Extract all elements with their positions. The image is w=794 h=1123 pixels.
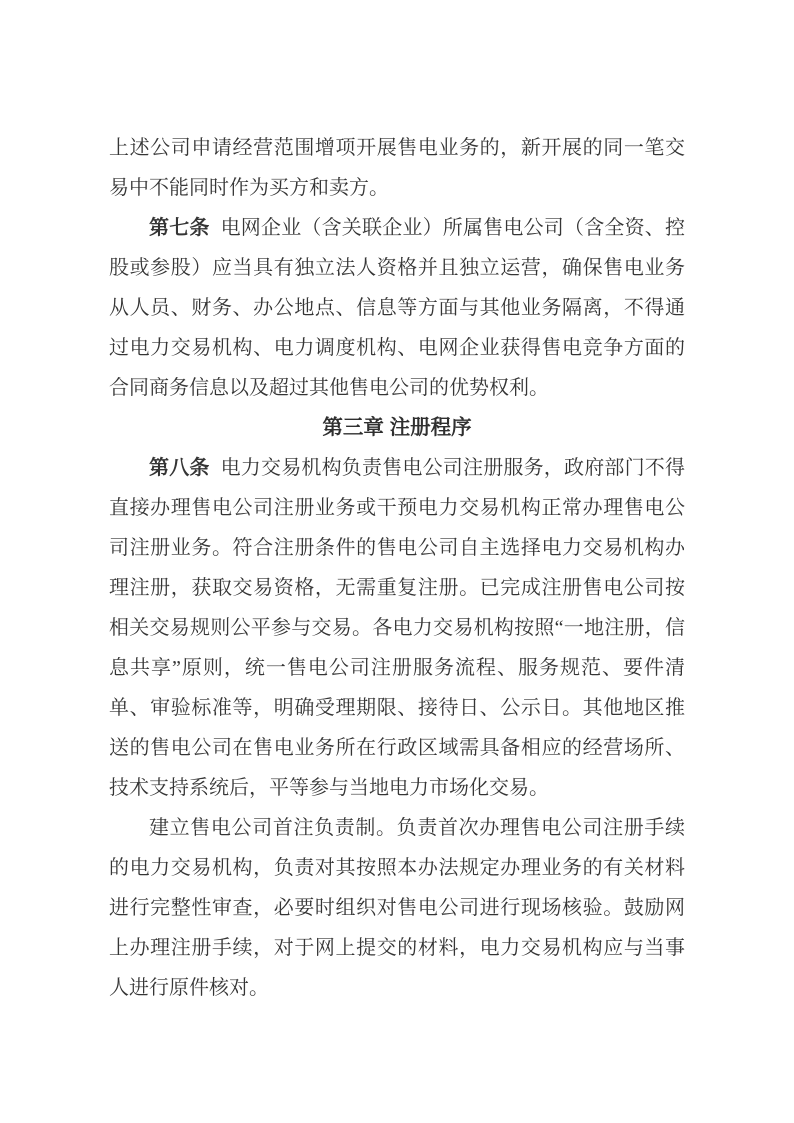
chapter-3-heading: 第三章 注册程序 (322, 416, 472, 439)
paragraph-continuation: 上述公司申请经营范围增项开展售电业务的，新开展的同一笔交易中不能同时作为买方和卖方。 (109, 137, 685, 199)
paragraph-first-registration: 建立售电公司首注负责制。负责首次办理售电公司注册手续的电力交易机构，负责对其按照本办法规定办理业务的有关材料进行完整性审查，必要时组织对售电公司进行现场核验。鼓励网上办理注册手续，对于网上提交的材料，电力交易机构应与当事人进行原件核对。 (109, 817, 685, 999)
article-7-text: 电网企业（含关联企业）所属售电公司（含全资、控股或参股）应当具有独立法人资格并且独立运营，确保售电业务从人员、财务、办公地点、信息等方面与其他业务隔离，不得通过电力交易机构、电力调度机构、电网企业获得售电竞争方面的合同商务信息以及超过其他售电公司的优势权利。 (109, 217, 686, 399)
article-7-label: 第七条 (149, 217, 210, 239)
document-body (109, 128, 685, 1008)
paragraph-article-8 (109, 448, 685, 808)
article-8-text: 电力交易机构负责售电公司注册服务，政府部门不得直接办理售电公司注册业务或干预电力交易机构正常办理售电公司注册业务。符合注册条件的售电公司自主选择电力交易机构办理注册，获取交易资格，无需重复注册。已完成注册售电公司按相关交易规则公平参与交易。各电力交易机构按照“一地注册，信息共享”原则，统一售电公司注册服务流程、服务规范、要件清单、审验标准等，明确受理期限、接待日、公示日。其他地区推送的售电公司在售电业务所在行政区域需具备相应的经营场所、技术支持系统后，平等参与当地电力市场化交易。 (109, 457, 686, 799)
article-8-label: 第八条 (149, 457, 210, 479)
paragraph-article-7 (109, 208, 685, 408)
